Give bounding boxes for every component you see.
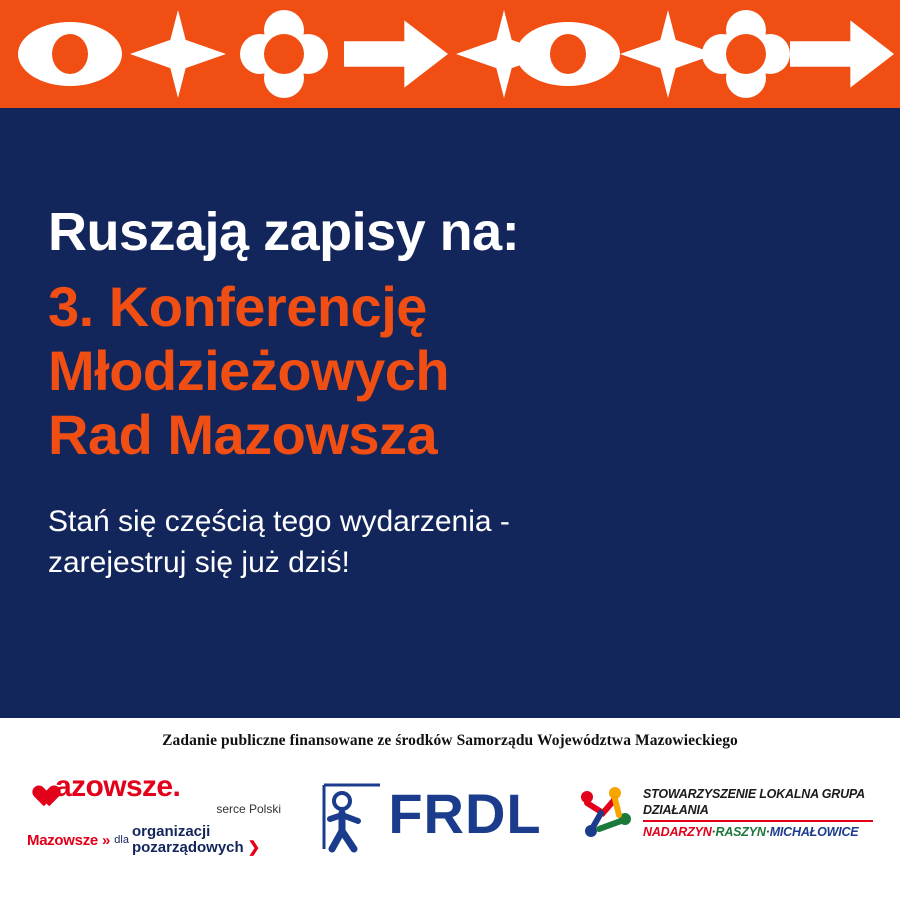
headline-line-1: 3. Konferencję [48, 275, 427, 339]
lgd-line-2 [643, 825, 873, 841]
lgd-part-raszyn: RASZYN [715, 825, 766, 840]
ngo-name: Mazowsze [27, 831, 98, 849]
headline-line-2: Młodzieżowych [48, 339, 450, 403]
flower-icon [238, 10, 330, 98]
ngo-line-1: organizacji [131, 823, 211, 841]
lgd-text-block [643, 787, 873, 841]
logo-mazowsze-ngo [27, 824, 287, 856]
mazowsze-wordmark [27, 772, 287, 802]
arrow-icon [344, 10, 448, 98]
heart-icon [27, 775, 53, 799]
mazowsze-tagline: serce Polski [216, 802, 281, 817]
mazowsze-wordmark-text: azowsze. [55, 770, 181, 804]
frdl-wordmark: FRDL [388, 782, 542, 845]
eye-icon [516, 10, 620, 98]
funding-note: Zadanie publiczne finansowane ze środków Samorządu Województwa Mazowieckiego [162, 732, 738, 749]
lgd-separator-1: · [711, 825, 716, 840]
lgd-people-icon [573, 783, 635, 845]
main-content [0, 108, 900, 718]
chevron-right-icon: ❯ [247, 839, 261, 856]
logo-lgd [573, 783, 873, 845]
top-ornament-bar [0, 0, 900, 108]
subline-line-2: zarejestruj się już dziś! [48, 546, 350, 580]
headline-line-3: Rad Mazowsza [48, 402, 438, 466]
eye-icon [18, 10, 122, 98]
subline-line-1: Stań się częścią tego wydarzenia - [48, 504, 510, 538]
lgd-line-1: STOWARZYSZENIE LOKALNA GRUPA DZIAŁANIA [643, 787, 873, 822]
flower-icon [700, 10, 792, 98]
frdl-person-icon [318, 775, 382, 853]
lgd-separator-2: · [765, 825, 770, 840]
star-icon [130, 10, 226, 98]
ngo-line-2: pozarządowych [131, 839, 244, 856]
logo-row [0, 750, 900, 878]
ngo-lines [132, 824, 264, 856]
headline-primary: Ruszają zapisy na: [48, 202, 520, 262]
lgd-part-michalowice: MICHAŁOWICE [769, 825, 859, 840]
arrow-icon [790, 10, 894, 98]
logo-mazowsze [27, 772, 287, 856]
headline-secondary [48, 275, 852, 466]
footer [0, 718, 900, 900]
subline [48, 501, 852, 584]
logo-frdl [305, 775, 555, 853]
ngo-prefix: dla [114, 834, 129, 846]
lgd-part-nadarzyn: NADARZYN [643, 825, 712, 840]
chevron-double-icon: » [101, 831, 111, 849]
